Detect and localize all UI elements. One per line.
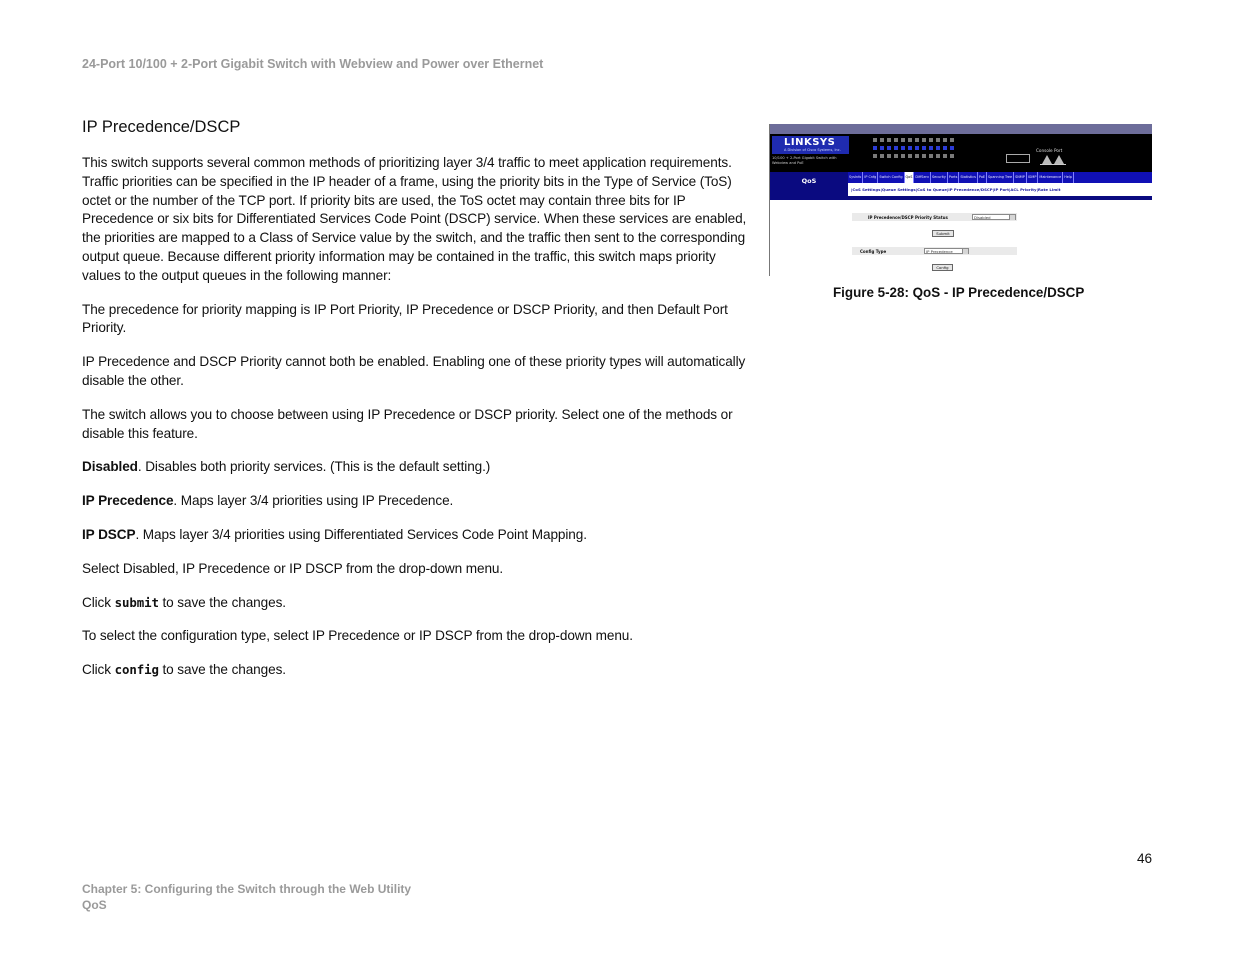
tab-ports[interactable]: Ports xyxy=(948,172,960,183)
port-led xyxy=(887,154,891,158)
port-led xyxy=(908,146,912,150)
port-led xyxy=(915,154,919,158)
port-led xyxy=(901,154,905,158)
instruction-prefix: Click xyxy=(82,662,115,678)
port-led xyxy=(894,146,898,150)
port-led xyxy=(922,154,926,158)
gigabit-port-icon xyxy=(1040,154,1066,165)
port-led xyxy=(880,146,884,150)
click-submit-instruction xyxy=(82,594,757,613)
screenshot-form xyxy=(770,200,1152,276)
tab-switch-config[interactable]: Switch Config xyxy=(878,172,904,183)
screenshot-tab-bar xyxy=(848,172,1152,183)
port-led xyxy=(894,154,898,158)
instruction-suffix: to save the changes. xyxy=(158,594,286,610)
port-led xyxy=(873,146,877,150)
port-led xyxy=(873,154,877,158)
port-row-bottom xyxy=(873,154,968,162)
page-footer xyxy=(82,881,411,913)
paragraph-choose: The switch allows you to choose between using IP Precedence or DSCP priority. Select one of the methods or disable this feature. xyxy=(82,406,733,441)
qos-screenshot-figure xyxy=(769,124,1152,276)
definition-ip-dscp xyxy=(82,526,757,545)
instruction-suffix: to save the changes. xyxy=(158,662,286,678)
port-led xyxy=(915,138,919,142)
submit-button[interactable]: Submit xyxy=(932,230,954,237)
tab-statistics[interactable]: Statistics xyxy=(959,172,978,183)
port-led xyxy=(943,154,947,158)
screenshot-title-bar xyxy=(770,124,1152,134)
subnav-links[interactable]: |CoS Settings|Queue Settings|CoS to Queue|IP Precedence/DSCP|IP Port|ACL Priority|Rate Limit xyxy=(851,187,1061,192)
definition-term: IP Precedence xyxy=(82,493,174,509)
definition-term: IP DSCP xyxy=(82,526,136,542)
port-led xyxy=(943,138,947,142)
screenshot-subnav xyxy=(848,183,1152,196)
tab-sysinfo[interactable]: SysInfo xyxy=(848,172,863,183)
port-led xyxy=(880,154,884,158)
port-led xyxy=(915,146,919,150)
port-led xyxy=(894,138,898,142)
tab-security[interactable]: Security xyxy=(931,172,948,183)
port-led xyxy=(901,146,905,150)
instruction-prefix: Click xyxy=(82,594,115,610)
tab-ip-cnfg[interactable]: IP Cnfg xyxy=(863,172,878,183)
port-status-panel xyxy=(873,138,968,162)
section-title: IP Precedence/DSCP xyxy=(82,118,241,136)
tab-snmp[interactable]: SNMP xyxy=(1014,172,1027,183)
config-type-label: Config Type xyxy=(860,249,887,254)
port-led xyxy=(922,146,926,150)
config-type-select[interactable]: IP Precedence xyxy=(924,248,969,254)
screenshot-section-label: QoS xyxy=(801,177,817,185)
footer-chapter: Chapter 5: Configuring the Switch through the Web Utility xyxy=(82,882,412,896)
port-led xyxy=(936,146,940,150)
tab-qos[interactable]: QoS xyxy=(905,172,915,183)
logo-text: LINKSYS xyxy=(784,137,836,148)
definition-ip-precedence xyxy=(82,492,757,511)
model-text: 10/100 + 2-Port Gigabit Switch with Webview and PoE xyxy=(772,156,837,165)
port-shape xyxy=(1042,155,1052,164)
config-instruction: To select the configuration type, select IP Precedence or IP DSCP from the drop-down menu. xyxy=(82,628,633,644)
port-led xyxy=(908,154,912,158)
port-led xyxy=(908,138,912,142)
port-row-middle xyxy=(873,146,968,154)
paragraph-precedence: The precedence for priority mapping is IP Port Priority, IP Precedence or DSCP Priority, and then Default Port Priority. xyxy=(82,301,728,336)
definition-text: . Maps layer 3/4 priorities using Differentiated Services Code Point Mapping. xyxy=(135,526,587,542)
port-led xyxy=(936,138,940,142)
linksys-logo xyxy=(772,136,849,154)
running-header: 24-Port 10/100 + 2-Port Gigabit Switch with Webview and Power over Ethernet xyxy=(82,57,544,71)
port-led xyxy=(880,138,884,142)
tab-igmp[interactable]: IGMP xyxy=(1027,172,1039,183)
port-led xyxy=(887,146,891,150)
main-content xyxy=(82,118,757,695)
definition-text: . Disables both priority services. (This is the default setting.) xyxy=(137,459,491,475)
port-row-top xyxy=(873,138,968,146)
page-number: 46 xyxy=(1137,851,1153,866)
port-shape xyxy=(1054,155,1064,164)
port-led xyxy=(929,138,933,142)
definition-disabled xyxy=(82,458,757,477)
priority-status-label: IP Precedence/DSCP Priority Status xyxy=(868,215,948,220)
port-led xyxy=(873,138,877,142)
tab-diffserv[interactable]: DiffServ xyxy=(914,172,931,183)
tab-poe[interactable]: PoE xyxy=(978,172,987,183)
port-led xyxy=(943,146,947,150)
port-led xyxy=(922,138,926,142)
port-led xyxy=(887,138,891,142)
paragraph-exclusive: IP Precedence and DSCP Priority cannot both be enabled. Enabling one of these priority types will automatically disable the other. xyxy=(82,354,746,388)
figure-caption: Figure 5-28: QoS - IP Precedence/DSCP xyxy=(833,285,1085,300)
paragraph-intro: This switch supports several common methods of prioritizing layer 3/4 traffic to meet application requirements. Traffic priorities can be specified in the IP header of a frame, using the priority bits in the Type of Service (ToS) octet or the number of the TCP port. If priority bits are used, the ToS octet may contain three bits for IP Precedence or six bits for Differentiated Services Code Point (DSCP) service. When these services are enabled, the priorities are mapped to a Class of Service value by the switch, and the traffic then sent to the corresponding output queue. Because different priority information may be contained in the traffic, this switch maps priority values to the output queues in the following manner: xyxy=(82,155,747,283)
definition-term: Disabled xyxy=(82,459,138,475)
submit-keyword: submit xyxy=(114,594,159,610)
tab-help[interactable]: Help xyxy=(1063,172,1074,183)
port-led xyxy=(950,146,954,150)
tab-spanning-tree[interactable]: Spanning Tree xyxy=(987,172,1014,183)
console-port-label: Console Port xyxy=(1036,148,1063,153)
screenshot-header xyxy=(770,134,1152,172)
port-led xyxy=(950,138,954,142)
tab-maintenance[interactable]: Maintenance xyxy=(1038,172,1063,183)
port-led xyxy=(950,154,954,158)
definition-text: . Maps layer 3/4 priorities using IP Precedence. xyxy=(173,493,454,509)
config-button[interactable]: Config xyxy=(932,264,953,271)
click-config-instruction xyxy=(82,661,757,680)
select-instruction: Select Disabled, IP Precedence or IP DSCP from the drop-down menu. xyxy=(82,560,504,576)
console-port-icon xyxy=(1006,154,1030,163)
logo-subtext: A Division of Cisco Systems, Inc. xyxy=(784,148,841,152)
port-led xyxy=(936,154,940,158)
config-keyword: config xyxy=(114,662,159,678)
port-led xyxy=(929,154,933,158)
footer-section: QoS xyxy=(82,898,107,912)
priority-status-select[interactable]: Disabled xyxy=(972,214,1016,220)
port-led xyxy=(929,146,933,150)
port-led xyxy=(901,138,905,142)
